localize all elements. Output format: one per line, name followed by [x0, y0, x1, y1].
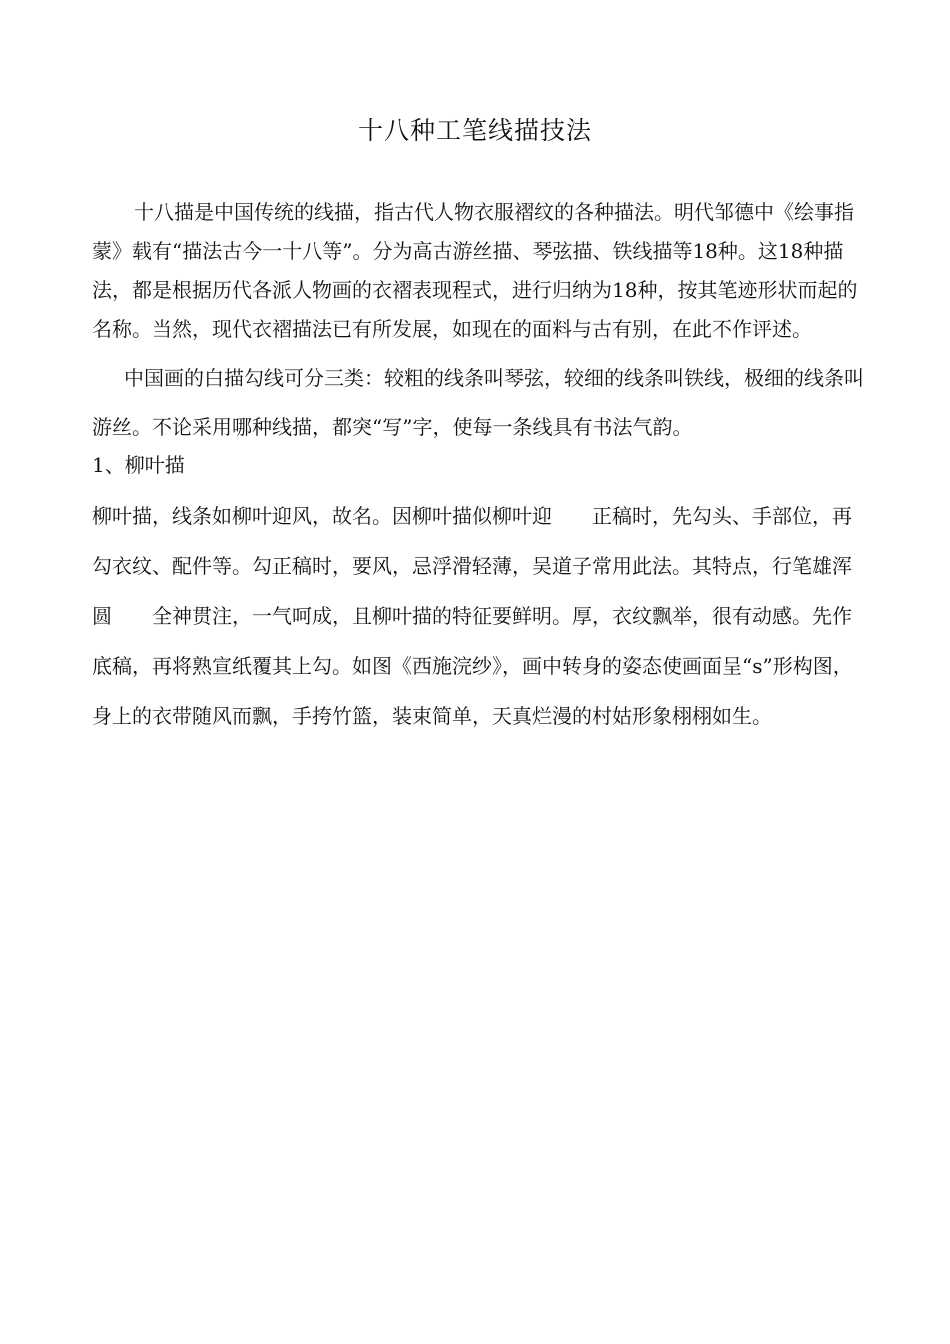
line-types-paragraph: 中国画的白描勾线可分三类：较粗的线条叫琴弦，较细的线条叫铁线，极细的线条叫游丝。不论采用哪种线描，都突“写”字，使每一条线具有书法气韵。 — [92, 366, 864, 439]
page-title: 十八种工笔线描技法 — [357, 116, 592, 145]
intro-paragraph: 十八描是中国传统的线描，指古代人物衣服褶纹的各种描法。明代邹德中《绘事指蒙》载有“描法古今一十八等”。分为高古游丝描、琴弦描、铁线描等18种。这18种描法，都是根据历代各派人物画的衣褶表现程式，进行归纳为18种，按其笔迹形状而起的名称。当然，现代衣褶描法已有所发展，如现在的面料与古有别，在此不作评述。 — [92, 200, 858, 341]
document-body — [92, 193, 864, 741]
section-paragraph: 柳叶描，线条如柳叶迎风，故名。因柳叶描似柳叶迎 正稿时，先勾头、手部位，再勾衣纹、配件等。勾正稿时，要风，忌浮滑轻薄，吴道子常用此法。其特点，行笔雄浑圆 全神贯注，一气呵成，且柳叶描的特征要鲜明。厚，衣纹飘举，很有动感。先作底稿，再将熟宣纸覆其上勾。如图《西施浣纱》，画中转身的姿态使画面呈“s”形构图，身上的衣带随风而飘，手挎竹篮，装束简单，天真烂漫的村姑形象栩栩如生。 — [92, 504, 853, 728]
section-heading: 1、柳叶描 — [92, 453, 185, 477]
